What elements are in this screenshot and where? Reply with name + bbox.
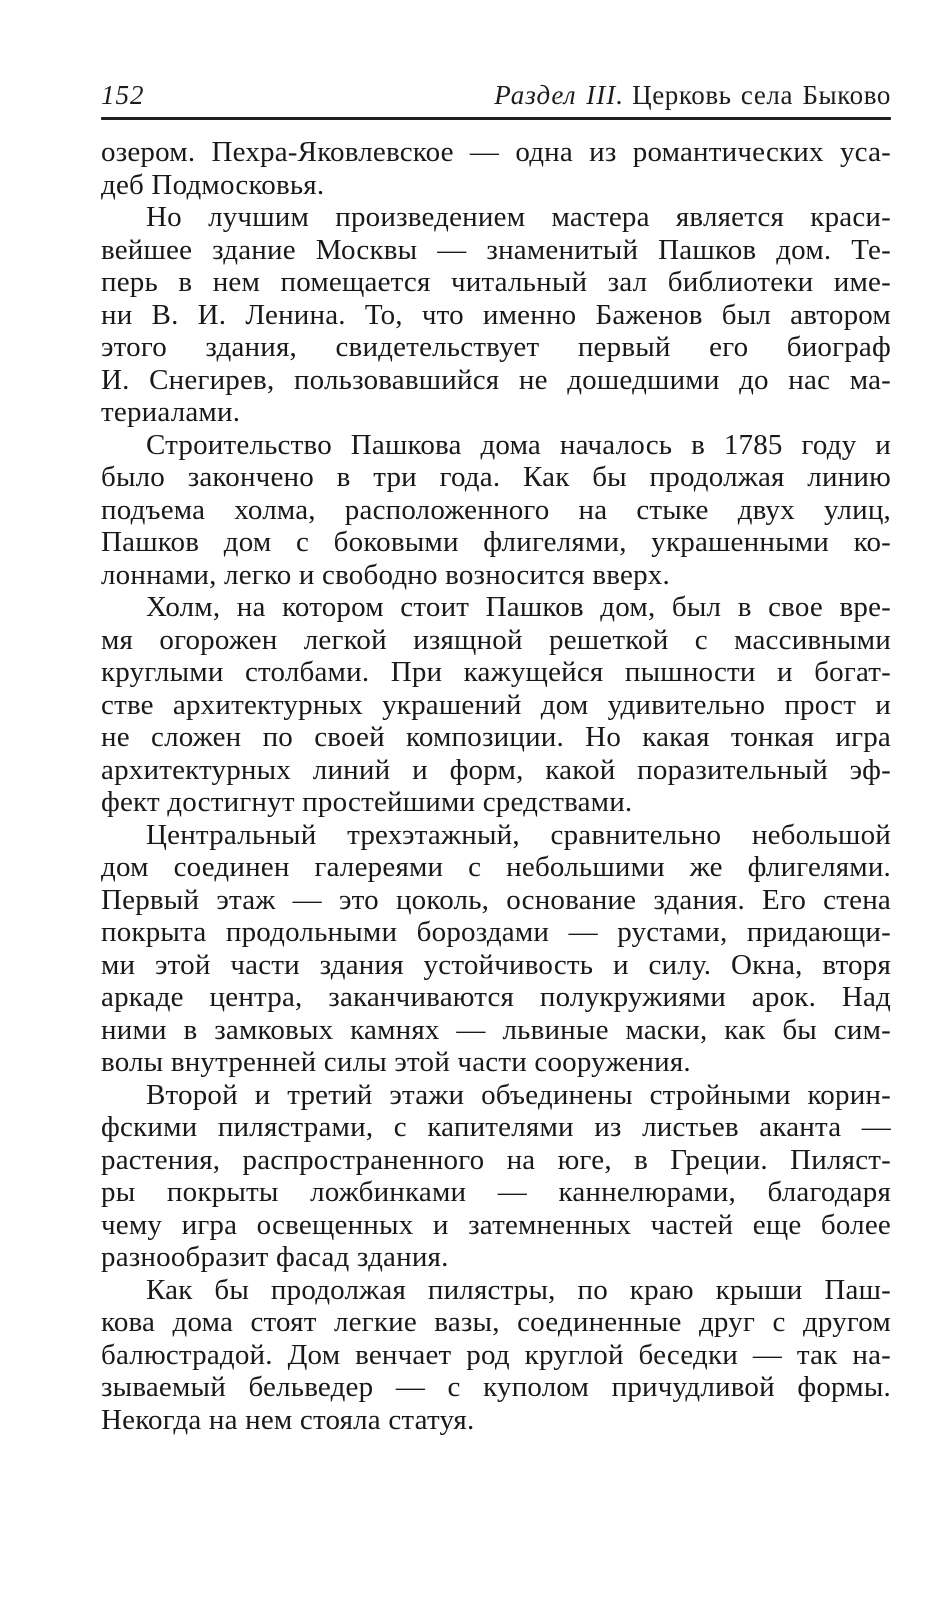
- text-line: было закончено в три года. Как бы продолжая линию: [101, 461, 891, 493]
- text-line: покрыта продольными бороздами — рустами, придающи-: [101, 916, 891, 948]
- text-line: вейшее здание Москвы — знаменитый Пашков дом. Те-: [101, 233, 891, 266]
- text-line: разнообразит фасад здания.: [101, 1241, 449, 1273]
- text-line: ни В. И. Ленина. То, что именно Баженов был автором: [101, 298, 891, 331]
- text-line: круглыми столбами. При кажущейся пышности и богат-: [101, 656, 891, 688]
- body-text: [101, 136, 891, 1436]
- running-header-title: [494, 80, 891, 110]
- text-line: растения, распространенного на юге, в Греции. Пиляст-: [101, 1143, 891, 1176]
- text-line: И. Снегирев, пользовавшийся не дошедшими до нас ма-: [101, 363, 891, 396]
- text-line: териалами.: [101, 396, 241, 428]
- text-line: фект достигнут простейшими средствами.: [101, 786, 633, 818]
- text-line: мя огорожен легкой изящной решеткой с массивными: [101, 623, 891, 656]
- text-line: чему игра освещенных и затемненных частей еще более: [101, 1208, 891, 1241]
- text-line: лоннами, легко и свободно возносится вверх.: [101, 558, 670, 591]
- text-line: этого здания, свидетельствует первый его биограф: [101, 331, 891, 363]
- chapter-title: Церковь села Быково: [632, 80, 891, 110]
- text-line: волы внутренней силы этой части сооружения.: [101, 1046, 691, 1078]
- text-line: Первый этаж — это цоколь, основание здания. Его стена: [101, 883, 891, 916]
- text-line: деб Подмосковья.: [101, 168, 325, 201]
- text-line: Но лучшим произведением мастера является краси-: [146, 201, 891, 233]
- text-line: кова дома стоят легкие вазы, соединенные друг с другом: [101, 1306, 891, 1338]
- text-line: Второй и третий этажи объединены стройными корин-: [146, 1078, 891, 1111]
- text-line: ми этой части здания устойчивость и силу. Окна, вторя: [101, 948, 891, 981]
- text-line: дом соединен галереями с небольшими же флигелями.: [101, 851, 891, 883]
- text-line: стве архитектурных украшений дом удивительно прост и: [101, 688, 891, 721]
- text-line: перь в нем помещается читальный зал библиотеки име-: [101, 266, 891, 298]
- text-line: Строительство Пашкова дома началось в 1785 году и: [146, 428, 891, 461]
- section-label: Раздел III.: [494, 80, 624, 110]
- text-line: Некогда на нем стояла статуя.: [101, 1403, 475, 1436]
- text-line: Центральный трехэтажный, сравнительно небольшой: [146, 818, 891, 851]
- page-number: 152: [101, 80, 145, 110]
- book-page: [101, 0, 891, 1617]
- text-line: Пашков дом с боковыми флигелями, украшенными ко-: [101, 526, 891, 558]
- header-rule: [101, 117, 891, 120]
- text-line: Холм, на котором стоит Пашков дом, был в свое вре-: [146, 591, 891, 623]
- text-line: ними в замковых камнях — львиные маски, как бы сим-: [101, 1013, 891, 1046]
- text-line: озером. Пехра-Яковлевское — одна из романтических уса-: [101, 136, 891, 168]
- text-line: зываемый бельведер — с куполом причудливой формы.: [101, 1371, 891, 1403]
- text-line: фскими пилястрами, с капителями из листьев аканта —: [101, 1111, 891, 1143]
- text-line: архитектурных линий и форм, какой поразительный эф-: [101, 753, 891, 786]
- text-line: Как бы продолжая пилястры, по краю крыши Паш-: [146, 1273, 891, 1306]
- running-header: [101, 80, 891, 110]
- text-line: аркаде центра, заканчиваются полукружиями арок. Над: [101, 981, 891, 1013]
- text-line: подъема холма, расположенного на стыке двух улиц,: [101, 493, 891, 526]
- text-line: балюстрадой. Дом венчает род круглой беседки — так на-: [101, 1338, 891, 1371]
- text-line: не сложен по своей композиции. Но какая тонкая игра: [101, 721, 891, 753]
- text-line: ры покрыты ложбинками — каннелюрами, благодаря: [101, 1176, 891, 1208]
